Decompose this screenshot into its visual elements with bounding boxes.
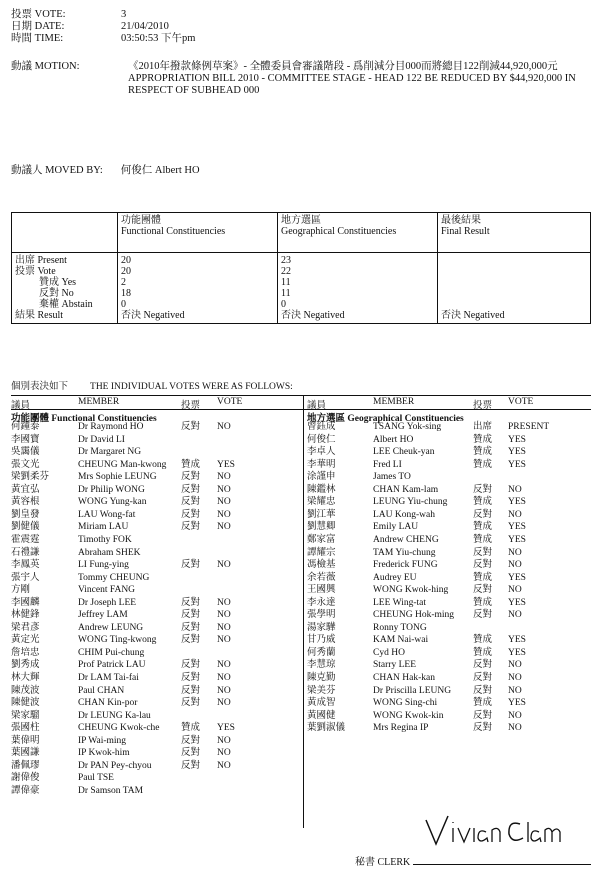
member-name-zh: 黃宜弘 [11,484,40,495]
vote-zh: 反對 [181,597,201,608]
member-name-en: IP Wai-ming [78,735,127,746]
member-name-zh: 劉皇發 [11,509,40,520]
fc-header-vote-en: VOTE [217,397,243,407]
member-name-zh: 詹培忠 [11,647,40,658]
date-label: 日期 DATE: [11,21,65,32]
member-name-zh: 陳克勤 [307,673,336,683]
vote-zh: 贊成 [473,459,493,470]
member-name-en: LEE Cheuk-yan [373,447,435,458]
gc-header-member-en: MEMBER [373,397,415,407]
member-name-zh: 劉健儀 [11,522,40,533]
member-name-zh: 張文光 [11,459,40,470]
vote-en: NO [217,622,231,633]
vote-en: NO [217,422,231,432]
member-name-en: TSANG Yok-sing [373,422,442,432]
moved-by-row [11,162,200,177]
vote-zh: 反對 [473,547,493,558]
member-name-zh: 曾鈺成 [307,422,336,432]
member-name-zh: 張宇人 [11,572,40,583]
row-label-result: 結果 Result [15,310,64,321]
vote-en: YES [508,434,526,445]
summary-col-final [438,213,591,253]
member-name-en: CHAN Kam-lam [373,484,439,495]
member-name-en: LAU Wong-fat [78,509,136,520]
summary-row-labels [12,253,118,324]
motion-text-zh: 《2010年撥款條例草案》- 全體委員會審議階段 - 爲削減分目000而將總目122削減44,920,000元 [128,61,558,72]
vote-zh: 反對 [181,622,201,633]
vote-en: NO [508,710,522,721]
member-name-zh: 甘乃威 [307,635,336,646]
row-label-vote: 投票 Vote [15,266,56,277]
vote-en: YES [508,522,526,533]
vote-zh: 反對 [181,635,201,646]
vote-label: 投票 VOTE: [11,9,66,20]
date-row [11,21,169,33]
vote-en: NO [508,723,522,734]
member-name-zh: 李國麟 [11,597,40,608]
member-name-en: Dr Joseph LEE [78,597,137,608]
vote-en: NO [508,484,522,495]
vote-en: NO [217,698,231,709]
fc-present: 20 [121,255,131,266]
member-name-zh: 王國興 [307,585,336,596]
member-name-en: CHEUNG Hok-ming [373,610,455,621]
vote-zh: 贊成 [473,647,493,658]
member-name-zh: 劉江華 [307,509,336,520]
summary-table [11,212,591,324]
vote-zh: 反對 [181,472,201,483]
gc-no: 11 [281,288,291,299]
clerk-label: 秘書 CLERK [355,857,411,868]
member-name-en: Albert HO [373,434,414,445]
member-name-zh: 鄭家富 [307,534,336,545]
vote-en: YES [508,497,526,508]
member-name-en: Paul TSE [78,773,114,784]
col-geographical-en: Geographical Constituencies [281,226,397,237]
vote-zh: 反對 [473,509,493,520]
vote-zh: 贊成 [473,597,493,608]
fc-result: 否決 Negatived [121,310,185,321]
member-name-zh: 李國寶 [11,434,40,445]
vote-en: YES [508,647,526,658]
vote-zh: 贊成 [181,459,201,470]
vote-zh: 反對 [181,509,201,520]
vote-en: YES [508,597,526,608]
member-name-zh: 劉秀成 [11,660,40,671]
member-name-zh: 馮檢基 [307,560,336,571]
member-name-zh: 陳鑑林 [307,484,336,495]
member-name-zh: 黃容根 [11,497,40,508]
vote-en: NO [217,610,231,621]
member-name-en: Paul CHAN [78,685,125,696]
vote-zh: 反對 [181,748,201,759]
vote-en: NO [217,673,231,683]
moved-by-label: 動議人 MOVED BY: [11,165,103,176]
vote-en: YES [508,534,526,545]
member-name-en: Andrew LEUNG [78,622,144,633]
summary-geographical-values [278,253,438,324]
gc-abstain: 0 [281,299,286,310]
member-name-en: Timothy FOK [78,534,132,545]
member-name-zh: 葉偉明 [11,735,40,746]
vote-zh: 反對 [181,522,201,533]
summary-final-values [438,253,591,324]
member-name-en: James TO [373,472,411,483]
vote-en: NO [508,560,522,571]
votes-top-rule [11,395,591,396]
member-name-en: LAU Kong-wah [373,509,436,520]
member-name-en: LI Fung-ying [78,560,129,571]
vote-en: NO [217,597,231,608]
vote-zh: 贊成 [473,447,493,458]
vote-zh: 反對 [181,760,201,771]
member-name-zh: 潘佩璆 [11,760,40,771]
member-name-en: WONG Kwok-kin [373,710,444,721]
member-name-zh: 林健鋒 [11,610,40,621]
member-name-en: CHEUNG Man-kwong [78,459,167,470]
clerk-signature-line [413,864,591,865]
member-name-zh: 余若薇 [307,572,336,583]
gc-section-title: 地方選區 Geographical Constituencies [307,414,464,424]
summary-col-functional [118,213,278,253]
member-name-en: LEE Wing-tat [373,597,426,608]
row-label-yes: 贊成 Yes [39,277,77,288]
gc-header-vote-en: VOTE [508,397,534,407]
member-name-zh: 石禮謙 [11,547,40,558]
row-label-no: 反對 No [39,288,74,299]
member-name-zh: 湯家驊 [307,622,336,633]
member-name-zh: 方剛 [11,585,31,596]
member-name-en: Tommy CHEUNG [78,572,150,583]
fc-no: 18 [121,288,131,299]
vote-en: NO [508,585,522,596]
vote-zh: 反對 [181,698,201,709]
member-name-zh: 李永達 [307,597,336,608]
member-name-zh: 黃成智 [307,698,336,709]
motion-label: 動議 MOTION: [11,61,80,72]
row-label-present: 出席 Present [15,255,67,266]
member-name-en: LEUNG Yiu-chung [373,497,448,508]
vote-zh: 贊成 [473,434,493,445]
final-result: 否決 Negatived [441,310,505,321]
row-label-abstain: 棄權 Abstain [39,299,93,310]
vote-en: NO [217,509,231,520]
col-final-zh: 最後結果 [441,215,481,226]
vote-zh: 反對 [181,497,201,508]
time-value: 03:50:53 下午pm [121,33,196,44]
member-name-en: Frederick FUNG [373,560,438,571]
fc-header-vote-zh: 投票 [181,401,201,411]
vote-en: YES [217,459,235,470]
vote-zh: 反對 [181,685,201,696]
vote-zh: 反對 [473,673,493,683]
fc-header-member-zh: 議員 [11,401,31,411]
member-name-zh: 李慧琼 [307,660,336,671]
member-name-zh: 何秀蘭 [307,647,336,658]
member-name-en: WONG Yung-kan [78,497,147,508]
gc-yes: 11 [281,277,291,288]
gc-header-member-zh: 議員 [307,401,327,411]
member-name-zh: 張國柱 [11,723,40,734]
member-name-zh: 劉慧卿 [307,522,336,533]
vote-zh: 贊成 [473,522,493,533]
motion-text-en: APPROPRIATION BILL 2010 - COMMITTEE STAGE - HEAD 122 BE REDUCED BY $44,920,000 IN RESPECT OF SUBHEAD 000 [128,73,576,96]
vote-zh: 贊成 [473,572,493,583]
vote-en: NO [217,560,231,571]
fc-section-title: 功能團體 Functional Constituencies [11,414,157,424]
summary-body-row [12,253,591,324]
member-name-en: Audrey EU [373,572,417,583]
vote-en: NO [508,610,522,621]
member-name-en: Dr Philip WONG [78,484,145,495]
vote-en: YES [508,459,526,470]
vote-en: NO [217,484,231,495]
vote-en: PRESENT [508,422,550,432]
vote-en: NO [508,509,522,520]
fc-abstain: 0 [121,299,126,310]
vote-zh: 贊成 [181,723,201,734]
vote-en: NO [217,735,231,746]
col-geographical-zh: 地方選區 [281,215,321,226]
member-name-en: Prof Patrick LAU [78,660,146,671]
vote-zh: 反對 [473,560,493,571]
time-label: 時間 TIME: [11,33,64,44]
member-name-en: IP Kwok-him [78,748,130,759]
member-name-zh: 李華明 [307,459,336,470]
vote-zh: 反對 [181,560,201,571]
vote-zh: 反對 [473,585,493,596]
individual-title-zh: 個別表決如下 [11,382,69,392]
vote-zh: 反對 [181,673,201,683]
vote-zh: 反對 [181,735,201,746]
vote-en: NO [508,673,522,683]
gc-header-vote-zh: 投票 [473,401,493,411]
member-name-en: WONG Kwok-hing [373,585,449,596]
member-name-zh: 涂謹申 [307,472,336,483]
vote-en: NO [217,497,231,508]
vote-number-row [11,9,126,21]
member-name-zh: 謝偉俊 [11,773,40,784]
member-name-en: CHAN Kin-por [78,698,138,709]
summary-col-geographical [278,213,438,253]
vote-zh: 反對 [181,422,201,432]
vote-en: NO [508,685,522,696]
summary-header-row [12,213,591,253]
vote-zh: 反對 [473,685,493,696]
vote-en: YES [508,698,526,709]
vote-en: YES [508,572,526,583]
summary-corner-cell [12,213,118,253]
moved-by-value: 何俊仁 Albert HO [120,165,200,176]
col-functional-en: Functional Constituencies [121,226,226,237]
vote-zh: 反對 [473,610,493,621]
member-name-en: Dr Priscilla LEUNG [373,685,452,696]
member-name-zh: 譚耀宗 [307,547,336,558]
member-name-en: Fred LI [373,459,402,470]
member-name-zh: 黃國健 [307,710,336,721]
member-name-en: KAM Nai-wai [373,635,429,646]
vote-en: NO [217,635,231,646]
individual-votes-title [11,378,293,392]
vote-en: NO [217,660,231,671]
vote-en: YES [508,447,526,458]
member-name-en: Dr Raymond HO [78,422,144,432]
vote-zh: 反對 [473,484,493,495]
member-name-zh: 黃定光 [11,635,40,646]
vote-zh: 反對 [473,710,493,721]
member-name-en: Cyd HO [373,647,405,658]
col-final-en: Final Result [441,226,490,237]
member-name-en: Dr LAM Tai-fai [78,673,139,683]
date-value: 21/04/2010 [121,21,169,32]
member-name-en: Mrs Regina IP [373,723,429,734]
member-name-en: Miriam LAU [78,522,129,533]
member-name-zh: 林大輝 [11,673,40,683]
member-name-en: WONG Sing-chi [373,698,438,709]
fc-header-member-en: MEMBER [78,397,120,407]
member-name-en: Vincent FANG [78,585,136,596]
member-name-en: Dr David LI [78,434,125,445]
member-name-zh: 陳茂波 [11,685,40,696]
member-name-zh: 譚偉豪 [11,785,40,796]
member-name-zh: 葉國謙 [11,748,40,759]
member-name-en: Dr Samson TAM [78,785,144,796]
votes-column-divider [303,396,304,828]
vote-en: NO [217,472,231,483]
clerk-signature [420,810,570,852]
vote-value: 3 [121,9,127,20]
member-name-zh: 梁耀忠 [307,497,336,508]
fc-yes: 2 [121,277,126,288]
member-name-en: Emily LAU [373,522,419,533]
vote-en: NO [217,522,231,533]
member-name-zh: 李卓人 [307,447,336,458]
member-name-zh: 霍震霆 [11,534,40,545]
member-name-zh: 張學明 [307,610,336,621]
member-name-en: Starry LEE [373,660,417,671]
gc-result: 否決 Negatived [281,310,345,321]
vote-zh: 出席 [473,422,493,432]
member-name-en: Dr Margaret NG [78,447,142,458]
vote-en: YES [217,723,235,734]
member-name-zh: 葉劉淑儀 [307,723,346,734]
member-name-zh: 梁家騮 [11,710,40,721]
member-name-zh: 吳靄儀 [11,447,40,458]
member-name-en: Dr LEUNG Ka-lau [78,710,151,721]
member-name-zh: 梁劉柔芬 [11,472,50,483]
vote-zh: 贊成 [473,497,493,508]
vote-en: YES [508,635,526,646]
member-name-zh: 陳健波 [11,698,40,709]
vote-zh: 反對 [473,660,493,671]
individual-title-en: THE INDIVIDUAL VOTES WERE AS FOLLOWS: [90,382,293,392]
member-name-en: Ronny TONG [373,622,427,633]
vote-zh: 贊成 [473,534,493,545]
member-name-en: CHIM Pui-chung [78,647,145,658]
member-name-en: TAM Yiu-chung [373,547,436,558]
vote-en: NO [217,760,231,771]
member-name-en: Abraham SHEK [78,547,141,558]
member-name-zh: 梁美芬 [307,685,336,696]
fc-vote: 20 [121,266,131,277]
member-name-en: Andrew CHENG [373,534,439,545]
vote-en: NO [508,547,522,558]
summary-functional-values [118,253,278,324]
vote-zh: 贊成 [473,635,493,646]
member-name-zh: 何俊仁 [307,434,336,445]
vote-zh: 贊成 [473,698,493,709]
member-name-en: Mrs Sophie LEUNG [78,472,157,483]
vote-zh: 反對 [181,610,201,621]
vote-en: NO [217,685,231,696]
member-name-zh: 梁君彥 [11,622,40,633]
gc-vote: 22 [281,266,291,277]
member-name-en: Dr PAN Pey-chyou [78,760,152,771]
member-name-en: CHAN Hak-kan [373,673,436,683]
time-row [11,33,195,45]
col-functional-zh: 功能團體 [121,215,161,226]
vote-zh: 反對 [473,723,493,734]
motion-text [128,61,598,97]
member-name-en: CHEUNG Kwok-che [78,723,160,734]
vote-en: NO [508,660,522,671]
gc-present: 23 [281,255,291,266]
vote-zh: 反對 [181,484,201,495]
member-name-en: WONG Ting-kwong [78,635,157,646]
member-name-zh: 李鳳英 [11,560,40,571]
member-name-zh: 何鍾泰 [11,422,40,432]
vote-en: NO [217,748,231,759]
vote-zh: 反對 [181,660,201,671]
member-name-en: Jeffrey LAM [78,610,128,621]
